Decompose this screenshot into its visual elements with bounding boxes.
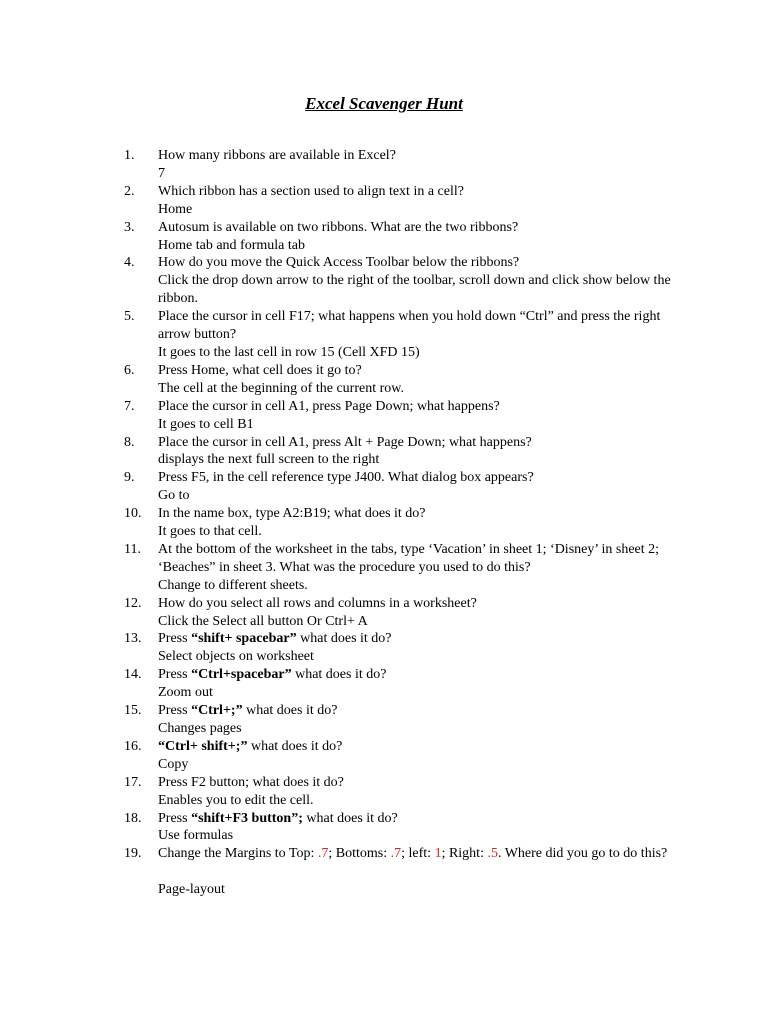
list-item bbox=[116, 702, 676, 738]
list-item bbox=[116, 666, 676, 702]
key-combo: “shift+ spacebar” bbox=[191, 631, 297, 647]
item-number: 16. bbox=[124, 738, 142, 754]
answer-text: Home tab and formula tab bbox=[158, 237, 305, 253]
page-title: Excel Scavenger Hunt bbox=[305, 94, 463, 113]
list-item bbox=[116, 595, 676, 631]
list-item bbox=[116, 147, 676, 183]
answer-text: The cell at the beginning of the current row. bbox=[158, 380, 404, 396]
key-combo: “Ctrl+;” bbox=[191, 703, 243, 719]
item-number: 14. bbox=[124, 667, 142, 683]
question-text: Place the cursor in cell F17; what happens when you hold down “Ctrl” and press the right arrow button? bbox=[158, 309, 661, 343]
list-item bbox=[116, 505, 676, 541]
list-item bbox=[116, 630, 676, 666]
question-text: Press “Ctrl+;” what does it do? bbox=[158, 703, 338, 719]
question-text: Press Home, what cell does it go to? bbox=[158, 362, 362, 378]
answer-text: Page-layout bbox=[158, 882, 225, 898]
question-text: Place the cursor in cell A1, press Alt + Page Down; what happens? bbox=[158, 434, 532, 450]
item-number: 7. bbox=[124, 398, 135, 414]
question-text: Change the Margins to Top: .7; Bottoms: .7; left: 1; Right: .5. Where did you go to do this? bbox=[158, 846, 668, 862]
key-combo: “Ctrl+ shift+;” bbox=[158, 738, 248, 754]
question-text: At the bottom of the worksheet in the tabs, type ‘Vacation’ in sheet 1; ‘Disney’ in sheet 2; ‘Beaches” in sheet 3. What was the procedure you used to do this? bbox=[158, 541, 660, 575]
list-item bbox=[116, 810, 676, 846]
answer-text: Go to bbox=[158, 488, 190, 504]
list-item bbox=[116, 362, 676, 398]
list-item bbox=[116, 183, 676, 219]
answer-text: Enables you to edit the cell. bbox=[158, 792, 314, 808]
answer-text: Home bbox=[158, 201, 193, 217]
margin-bottom-value: .7 bbox=[390, 846, 402, 862]
item-number: 2. bbox=[124, 183, 135, 199]
item-number: 19. bbox=[124, 846, 142, 862]
answer-text: 7 bbox=[158, 165, 165, 181]
answer-text: Click the drop down arrow to the right of the toolbar, scroll down and click show below the ribbon. bbox=[158, 273, 671, 307]
item-number: 18. bbox=[124, 810, 142, 826]
item-number: 5. bbox=[124, 309, 135, 325]
item-number: 17. bbox=[124, 774, 142, 790]
item-number: 10. bbox=[124, 506, 142, 522]
question-text: Press F5, in the cell reference type J400. What dialog box appears? bbox=[158, 470, 534, 486]
question-text: “Ctrl+ shift+;” what does it do? bbox=[158, 738, 343, 754]
question-text: Press “shift+F3 button”; what does it do? bbox=[158, 810, 398, 826]
item-number: 12. bbox=[124, 595, 142, 611]
answer-text: Copy bbox=[158, 756, 189, 772]
key-combo: “Ctrl+spacebar” bbox=[191, 667, 292, 683]
question-text: How many ribbons are available in Excel? bbox=[158, 148, 396, 163]
margin-top-value: .7 bbox=[317, 846, 329, 862]
list-item bbox=[116, 308, 676, 362]
question-text: How do you select all rows and columns in a worksheet? bbox=[158, 595, 477, 611]
answer-text: Zoom out bbox=[158, 685, 213, 701]
answer-text: Changes pages bbox=[158, 721, 242, 736]
question-text: In the name box, type A2:B19; what does it do? bbox=[158, 506, 426, 522]
item-number: 13. bbox=[124, 631, 142, 647]
list-item bbox=[116, 738, 676, 774]
answer-text: displays the next full screen to the right bbox=[158, 452, 380, 468]
key-combo: “shift+F3 button”; bbox=[191, 810, 303, 826]
question-text: Press F2 button; what does it do? bbox=[158, 774, 344, 790]
list-item bbox=[116, 434, 676, 470]
answer-text: It goes to that cell. bbox=[158, 524, 262, 540]
item-number: 8. bbox=[124, 434, 135, 450]
question-text: Which ribbon has a section used to align text in a cell? bbox=[158, 183, 464, 199]
answer-text: It goes to cell B1 bbox=[158, 416, 254, 432]
margin-left-value: 1 bbox=[434, 846, 442, 862]
item-number: 3. bbox=[124, 219, 135, 235]
answer-text: Select objects on worksheet bbox=[158, 649, 314, 665]
list-item bbox=[116, 398, 676, 434]
item-number: 1. bbox=[124, 148, 135, 163]
list-item bbox=[116, 541, 676, 595]
list-item bbox=[116, 845, 676, 899]
question-text: Press “shift+ spacebar” what does it do? bbox=[158, 631, 392, 647]
item-number: 9. bbox=[124, 470, 135, 486]
question-text: Autosum is available on two ribbons. What are the two ribbons? bbox=[158, 219, 519, 235]
answer-text: Use formulas bbox=[158, 828, 234, 844]
answer-text: It goes to the last cell in row 15 (Cell XFD 15) bbox=[158, 344, 420, 360]
item-number: 4. bbox=[124, 255, 135, 271]
answer-text: Click the Select all button Or Ctrl+ A bbox=[158, 613, 368, 629]
list-item bbox=[116, 469, 676, 505]
item-number: 15. bbox=[124, 703, 142, 719]
question-list bbox=[116, 147, 676, 899]
item-number: 6. bbox=[124, 362, 135, 378]
item-number: 11. bbox=[124, 541, 141, 557]
margin-right-value: .5 bbox=[487, 846, 498, 862]
list-item bbox=[116, 254, 676, 308]
answer-text: Change to different sheets. bbox=[158, 577, 308, 593]
question-text: How do you move the Quick Access Toolbar below the ribbons? bbox=[158, 255, 520, 271]
list-item bbox=[116, 219, 676, 255]
question-text: Press “Ctrl+spacebar” what does it do? bbox=[158, 667, 387, 683]
list-item bbox=[116, 774, 676, 810]
question-text: Place the cursor in cell A1, press Page Down; what happens? bbox=[158, 398, 500, 414]
